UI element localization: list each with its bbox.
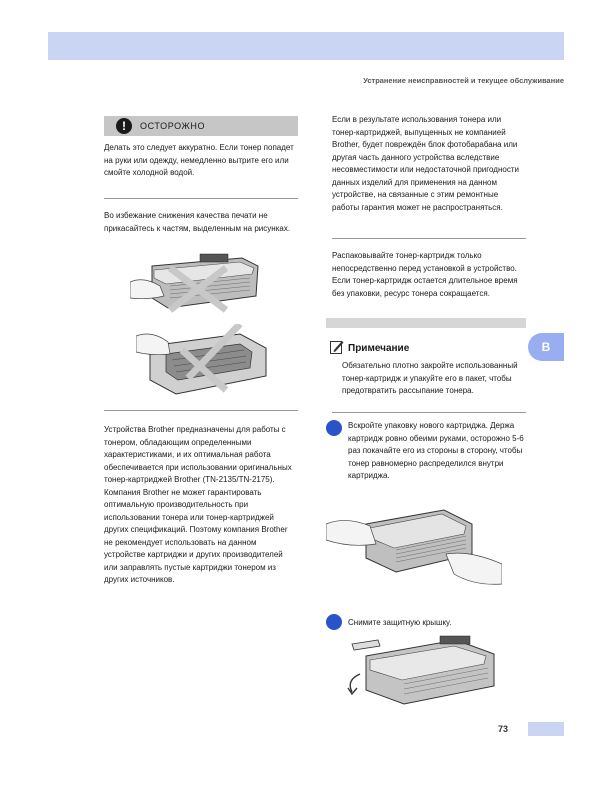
caution-text: Делать это следует аккуратно. Если тонер попадет на руки или одежду, немедленно вытрите его или смойте холодной водой. — [104, 143, 294, 177]
footer-band — [528, 722, 564, 736]
divider — [332, 412, 526, 413]
shake-cartridge-figure — [326, 494, 502, 590]
damage-warranty-text: Если в результате использования тонера или тонер-картриджей, выпущенных не компанией Brother, будет повреждён блок фотобарабана или другая часть данного устройства вследствие несовместимости или недостаточной пригодности данных изделий для применения на данном устройстве, на связанные с этим ремонтные работы гарантия может не распространяться. — [332, 115, 519, 212]
note-text: Обязательно плотно закройте использованный тонер-картридж и упакуйте его в пакет, чтобы предотвратить рассыпание тонера. — [342, 361, 518, 395]
remove-cover-figure — [344, 634, 504, 714]
running-head: Устранение неисправностей и текущее обслуживание — [363, 76, 564, 85]
divider — [104, 198, 298, 199]
header-band — [48, 32, 564, 60]
step-bullet-2 — [326, 614, 342, 630]
note-pencil-icon — [330, 340, 344, 354]
divider — [104, 410, 298, 411]
note-title: Примечание — [348, 343, 410, 354]
step-1-text: Вскройте упаковку нового картриджа. Держа картридж ровно обеими руками, осторожно 5-6 раз покачайте его из стороны в сторону, чтобы тонер равномерно распределился внутри картриджа. — [348, 421, 524, 480]
chapter-tab-b: B — [528, 333, 564, 361]
exclamation-icon: ! — [116, 118, 132, 134]
step-2-text: Снимите защитную крышку. — [348, 618, 452, 627]
unpack-text: Распаковывайте тонер-картридж только непосредственно перед установкой в устройство. Если тонер-картридж остается длительное время без упаковки, ресурс тонера сокращается. — [332, 251, 518, 298]
caution-header — [104, 116, 298, 136]
cartridge-figure — [130, 252, 270, 320]
step-bullet-1 — [326, 420, 342, 436]
brother-recommendation-text: Устройства Brother предназначены для работы с тонером, обладающим определенными характеристиками, и их оптимальная работа обеспечивается при использовании оригинальных тонер-картриджей Brother (TN-2135/TN-2175). Компания Brother не может гарантировать оптимальную производительность при использовании тонера или тонер-картриджей других спецификаций. Поэтому компания Brother не рекомендует использовать на данном устройстве картриджи и других производителей или заправлять пустые картриджи тонером из других источников. — [104, 425, 292, 584]
divider — [332, 238, 526, 239]
drum-unit-figure — [136, 324, 272, 404]
avoid-touch-text: Во избежание снижения качества печати не прикасайтесь к частям, выделенным на рисунках. — [104, 211, 291, 233]
caution-title: ОСТОРОЖНО — [140, 121, 206, 131]
note-bar — [326, 318, 526, 328]
page-number: 73 — [498, 724, 509, 734]
